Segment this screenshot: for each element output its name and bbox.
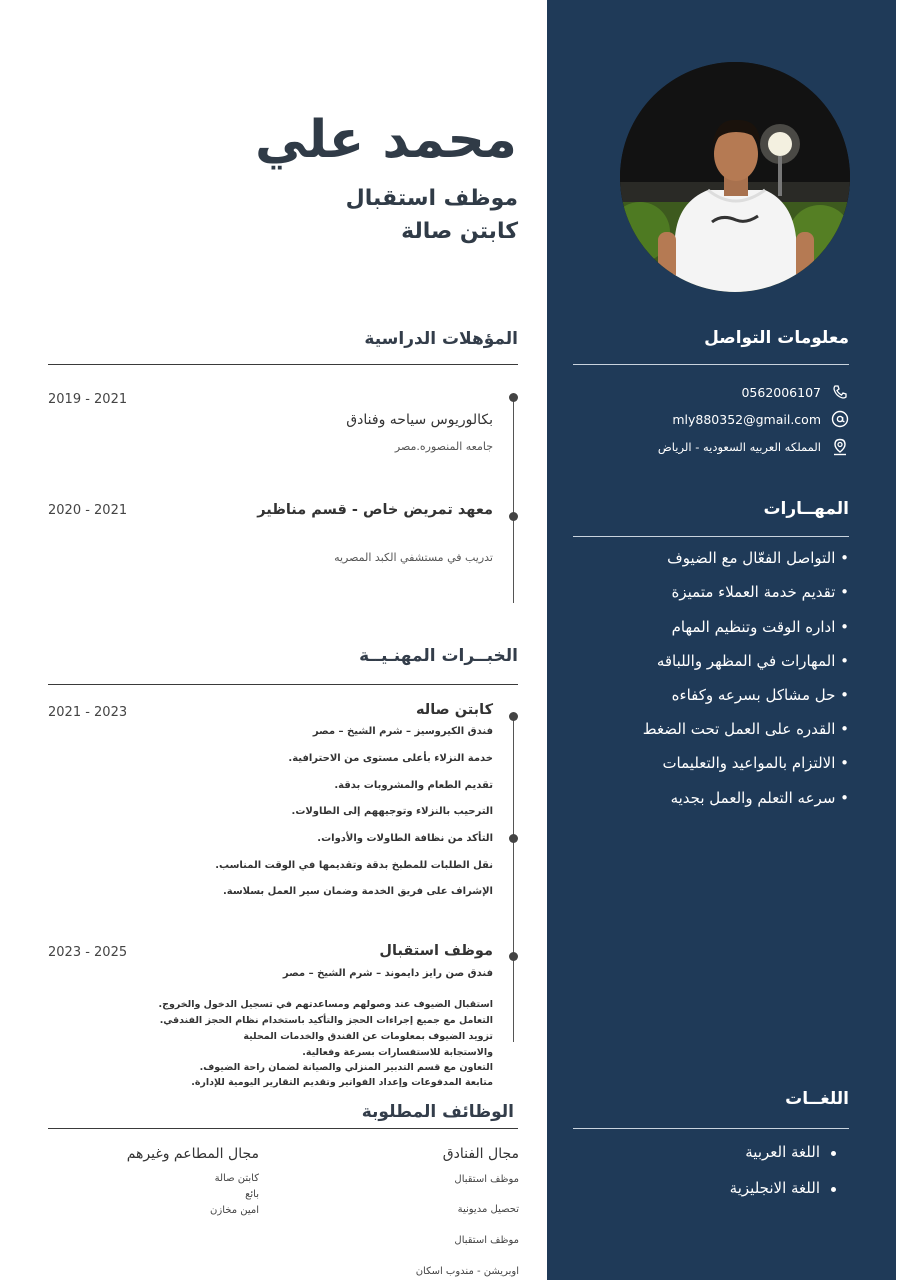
jobs-wanted-divider — [48, 1128, 518, 1129]
experience-role: كابتن صاله — [415, 702, 493, 718]
experience-place: فندق الكيروسيز – شرم الشيخ – مصر — [312, 726, 493, 737]
education-degree: معهد تمريض خاص - قسم مناظير — [257, 502, 493, 518]
timeline-dot — [509, 393, 518, 402]
skill-item: • القدره على العمل تحت الضغط — [642, 720, 849, 738]
hotels-field-heading: مجال الفنادق — [442, 1146, 519, 1162]
contact-phone: 0562006107 — [741, 384, 821, 400]
language-item: اللغة الانجليزية — [729, 1179, 820, 1197]
experience-place: فندق صن رايز دايموند – شرم الشيخ – مصر — [282, 968, 493, 979]
contact-location: المملكه العربيه السعوديه - الرياض — [657, 440, 821, 454]
contact-email: mly880352@gmail.com — [672, 411, 821, 427]
education-timeline — [513, 398, 514, 603]
education-school: تدريب في مستشفي الكبد المصريه — [334, 551, 493, 564]
skills-divider — [573, 536, 849, 537]
job-title-secondary: كابتن صالة — [401, 219, 518, 244]
experience-duty: تزويد الضيوف بمعلومات عن الفندق والخدمات المحلية — [243, 1031, 493, 1042]
profile-photo — [620, 62, 850, 292]
location-pin-icon — [831, 438, 849, 456]
skill-item: • اداره الوقت وتنظيم المهام — [671, 618, 849, 636]
contact-phone-row[interactable] — [741, 383, 849, 401]
skill-item: • حل مشاكل بسرعه وكفاءه — [671, 686, 849, 704]
jobs-wanted-title: الوظائف المطلوبة — [361, 1102, 514, 1122]
language-bullet — [831, 1151, 836, 1156]
education-date: 2020 - 2021 — [48, 503, 128, 518]
experience-duty: التعاون مع قسم التدبير المنزلي والصيانة لضمان راحة الضيوف. — [199, 1062, 493, 1073]
skill-item: • التواصل الفعّال مع الضيوف — [667, 549, 849, 567]
experience-timeline — [513, 716, 514, 1042]
hotels-job-item: موظف استقبال — [454, 1235, 519, 1246]
skill-item: • المهارات في المظهر واللباقه — [656, 652, 849, 670]
hotels-job-item: اوبريشن - مندوب اسكان — [415, 1266, 519, 1277]
experience-duty: متابعة المدفوعات وإعداد الفواتير وتقديم التقارير اليومية للإدارة. — [191, 1077, 493, 1088]
experience-title: الخبــرات المهنـيــة — [359, 646, 518, 666]
experience-duty: استقبال الضيوف عند وصولهم ومساعدتهم في تسجيل الدخول والخروج. — [158, 999, 493, 1010]
skills-title: المهــارات — [763, 499, 849, 519]
restaurants-field-heading: مجال المطاعم وغيرهم — [126, 1146, 259, 1162]
education-title: المؤهلات الدراسية — [364, 329, 518, 349]
hotels-job-item: موظف استقبال — [454, 1174, 519, 1185]
experience-duty: الترحيب بالنزلاء وتوجيههم إلى الطاولات. — [291, 806, 493, 817]
person-name: محمد علي — [254, 110, 517, 170]
education-divider — [48, 364, 518, 365]
profile-photo-illustration — [620, 62, 850, 292]
languages-divider — [573, 1128, 849, 1129]
phone-icon — [831, 383, 849, 401]
education-degree: بكالوريوس سياحه وفنادق — [346, 412, 493, 428]
restaurants-job-item: امين مخازن — [210, 1205, 259, 1216]
job-title-primary: موظف استقبال — [345, 186, 518, 211]
experience-duty: نقل الطلبات للمطبخ بدقة وتقديمها في الوقت المناسب. — [215, 860, 493, 871]
timeline-dot — [509, 952, 518, 961]
contact-title: معلومات التواصل — [704, 328, 849, 348]
contact-email-row[interactable] — [672, 410, 849, 428]
timeline-dot — [509, 834, 518, 843]
experience-duty: تقديم الطعام والمشروبات بدقة. — [334, 780, 493, 791]
education-date: 2019 - 2021 — [48, 392, 128, 407]
experience-duty: خدمة النزلاء بأعلى مستوى من الاحترافية. — [288, 753, 493, 764]
experience-role: موظف استقبال — [379, 943, 493, 959]
experience-date: 2023 - 2025 — [48, 945, 128, 960]
education-school: جامعه المنصوره.مصر — [394, 440, 493, 453]
skill-item: • الالتزام بالمواعيد والتعليمات — [662, 754, 849, 772]
experience-date: 2021 - 2023 — [48, 705, 128, 720]
language-item: اللغة العربية — [745, 1143, 820, 1161]
experience-duty: والاستجابة للاستفسارات بسرعة وفعالية. — [302, 1047, 493, 1058]
languages-title: اللغــات — [785, 1089, 849, 1109]
hotels-job-item: تحصيل مديونية — [457, 1204, 519, 1215]
experience-duty: التعامل مع جميع إجراءات الحجز والتأكيد باستخدام نظام الحجز الفندقي. — [159, 1015, 493, 1026]
contact-divider — [573, 364, 849, 365]
restaurants-job-item: كابتن صالة — [214, 1173, 259, 1184]
skill-item: • سرعه التعلم والعمل بجديه — [670, 789, 849, 807]
at-sign-icon — [831, 410, 849, 428]
restaurants-job-item: بائع — [245, 1189, 259, 1200]
timeline-dot — [509, 512, 518, 521]
timeline-dot — [509, 712, 518, 721]
language-bullet — [831, 1187, 836, 1192]
experience-duty: الإشراف على فريق الخدمة وضمان سير العمل بسلاسة. — [222, 886, 493, 897]
experience-duty: التأكد من نظافة الطاولات والأدوات. — [317, 833, 493, 844]
skill-item: • تقديم خدمة العملاء متميزة — [671, 583, 849, 601]
experience-divider — [48, 684, 518, 685]
contact-location-row — [658, 438, 849, 456]
sidebar — [547, 0, 896, 1280]
